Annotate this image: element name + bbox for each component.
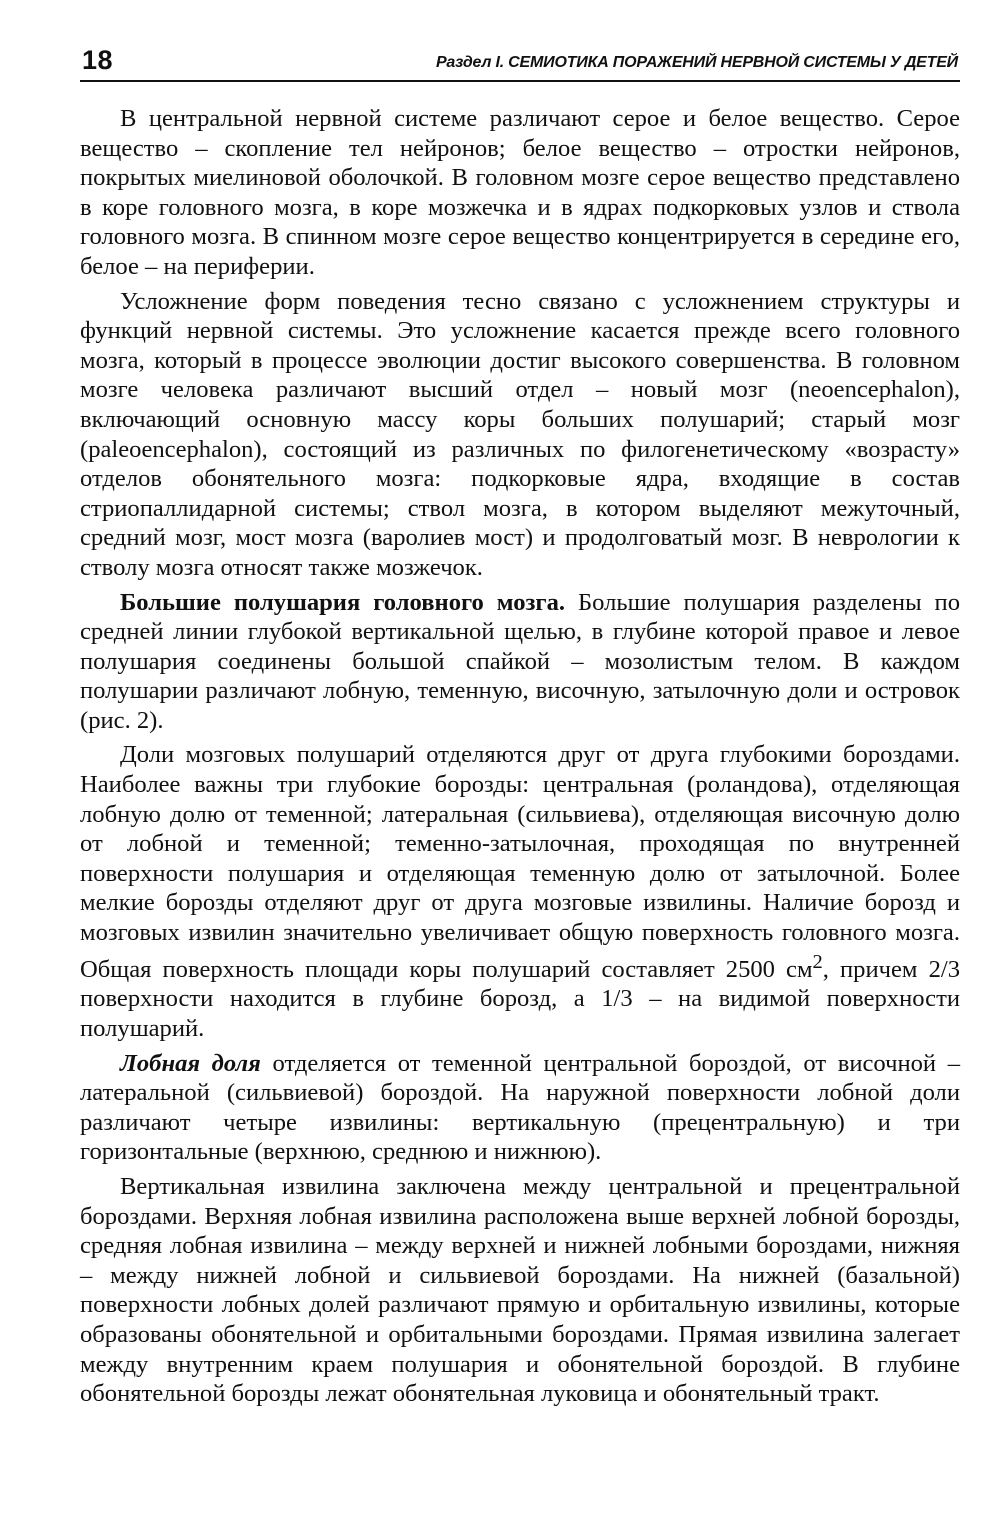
paragraph-text: В центральной нервной системе различают серое и белое вещество. Серое вещество – скопление тел нейронов; белое вещество – отростки нейронов, покрытых миелиновой оболочкой. В головном мозге серое вещество представлено в коре головного мозга, в коре мозжечка и в ядрах подкорковых узлов и ствола головного мозга. В спинном мозге серое вещество концентрируется в середине его, белое – на периферии. (80, 105, 960, 280)
paragraph-text: Большие полушария разделены по средней линии глубокой вертикальной щелью, в глубине которой правое и левое полушария соединены большой спайкой – мозолистым телом. В каждом полушарии различают лобную, теменную, височную, затылочную доли и островок (рис. 2). (80, 588, 961, 734)
paragraph-grey-white-matter (80, 104, 960, 282)
paragraph-frontal-lobe (80, 1049, 960, 1167)
paragraph-text: Доли мозговых полушарий отделяются друг от друга глубокими бороздами. Наиболее важны три глубокие борозды: центральная (роландова), отделяющая лобную долю от теменной; латеральная (сильвиева), отделяющая височную долю от лобной и теменной; теменно-затылочная, проходящая по внутренней поверхности полушария и отделяющая теменную долю от затылочной. Более мелкие борозды отделяют друг от друга мозговые извилины. Наличие борозд и мозговых извилин значительно увеличивает общую поверхность головного мозга. Общая поверхность площади коры полушарий составляет 2500 см (80, 741, 960, 983)
paragraph-text: Усложнение форм поведения тесно связано с усложнением структуры и функций нервной системы. Это усложнение касается прежде всего головного мозга, который в процессе эволюции достиг высокого совершенства. В головном мозге человека различают высший отдел – новый мозг (neoencephalon), включающий основную массу коры больших полушарий; старый мозг (paleoencephalon), состоящий из различных по филогенетическому «возрасту» отделов обонятельного мозга: подкорковые ядра, входящие в состав стриопаллидарной системы; ствол мозга, в котором выделяют межуточный, средний мозг, мост мозга (варолиев мост) и продолговатый мозг. В неврологии к стволу мозга относят также мозжечок. (80, 287, 960, 581)
paragraph-gyri (80, 1172, 960, 1409)
body-text (80, 104, 960, 1414)
paragraph-text: Вертикальная извилина заключена между центральной и прецентральной бороздами. Верхняя лобная извилина расположена выше верхней лобной борозды, средняя лобная извилина – между верхней и нижней лобными бороздами, нижняя – между нижней лобной и сильвиевой бороздами. На нижней (базальной) поверхности лобных долей различают прямую и орбитальную извилины, которые образованы обонятельной и орбитальными бороздами. Прямая извилина залегает между внутренним краем полушария и обонятельной бороздой. В глубине обонятельной борозды лежат обонятельная луковица и обонятельный тракт. (80, 1172, 960, 1408)
term-frontal-lobe: Лобная доля (120, 1049, 261, 1077)
page-header (80, 40, 960, 82)
paragraph-hemispheres (80, 588, 960, 736)
paragraph-text: отделяется от теменной центральной бороздой, от височной – латеральной (сильвиевой) бороздой. На наружной поверхности лобной доли различают четыре извилины: вертикальную (прецентральную) и три горизонтальные (верхнюю, среднюю и нижнюю). (80, 1049, 960, 1166)
superscript-squared: 2 (812, 950, 823, 973)
paragraph-text: , причем 2/3 поверхности находится в глубине борозд, а 1/3 – на видимой поверхности полушарий. (80, 955, 960, 1042)
paragraph-brain-evolution (80, 287, 960, 583)
page-number: 18 (82, 45, 114, 75)
paragraph-lobes-sulci (80, 740, 960, 1043)
running-title: Раздел I. СЕМИОТИКА ПОРАЖЕНИЙ НЕРВНОЙ СИСТЕМЫ У ДЕТЕЙ (435, 54, 958, 71)
section-heading-hemispheres: Большие полушария головного мозга. (120, 588, 566, 616)
